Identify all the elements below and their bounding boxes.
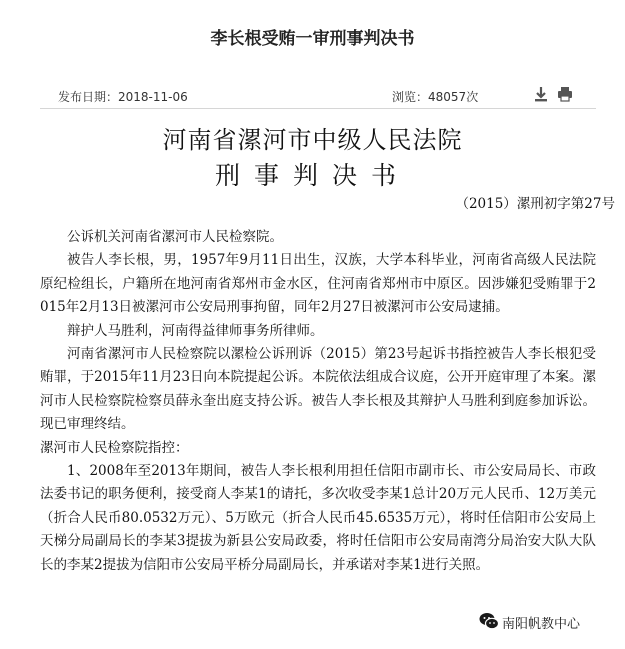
paragraph-defender: 辩护人马胜利，河南得益律师事务所律师。 — [67, 322, 324, 339]
document-type: 刑事判决书 — [214, 161, 410, 190]
watermark — [478, 609, 625, 635]
publish-date-value: 2018-11-06 — [118, 90, 188, 104]
paragraph-proceedings: 河南省漯河市人民检察院以漯检公诉刑诉（2015）第23号起诉书指控被告人李长根犯受贿罪，于2015年11月23日向本院提起公诉。本院依法组成合议庭，公开开庭审理了本案。漯河市人民检察院检察员薛永奎出庭支持公诉。被告人李长根及其辩护人马胜利到庭参加诉讼。现已审理终结。 — [40, 346, 596, 433]
watermark-text: 南阳帆教中心 — [502, 617, 581, 632]
printer-icon[interactable] — [556, 85, 574, 103]
paragraph-charge-1: 1、2008年至2013年期间，被告人李长根利用担任信阳市副市长、市公安局局长、市政法委书记的职务便利，接受商人李某1的请托，多次收受李某1总计20万元人民币、12万美元（折合人民币80.0532万元）、5万欧元（折合人民币45.6535万元），将时任信阳市公安局上天梯分局副局长的李某3提拔为新县公安局政委，将时任信阳市公安局南湾分局治安大队大队长的李某2提拔为信阳市公安局平桥分局副局长，并承诺对李某1进行关照。 — [40, 463, 596, 573]
wechat-icon — [478, 610, 500, 632]
court-name: 河南省漯河市中级人民法院 — [162, 126, 463, 154]
views-label: 浏览： — [392, 90, 429, 104]
case-number: （2015）漯刑初字第27号 — [455, 196, 615, 212]
view-count — [392, 88, 478, 105]
judgment-body — [40, 226, 596, 577]
meta-bar — [40, 84, 596, 109]
views-value: 48057次 — [428, 90, 479, 104]
page-title: 李长根受贿一审刑事判决书 — [210, 29, 415, 49]
paragraph-charges-heading: 漯河市人民检察院指控： — [40, 439, 189, 456]
paragraph-defendant: 被告人李长根，男，1957年9月11日出生，汉族，大学本科毕业，河南省高级人民法院原纪检组长，户籍所在地河南省郑州市金水区，住河南省郑州市中原区。因涉嫌犯受贿罪于2015年2月13日被漯河市公安局刑事拘留，同年2月27日被漯河市公安局逮捕。 — [40, 252, 596, 316]
publish-date — [58, 88, 188, 105]
publish-label: 发布日期： — [58, 90, 119, 104]
paragraph-prosecutor: 公诉机关河南省漯河市人民检察院。 — [67, 229, 283, 245]
download-icon[interactable] — [532, 85, 550, 103]
